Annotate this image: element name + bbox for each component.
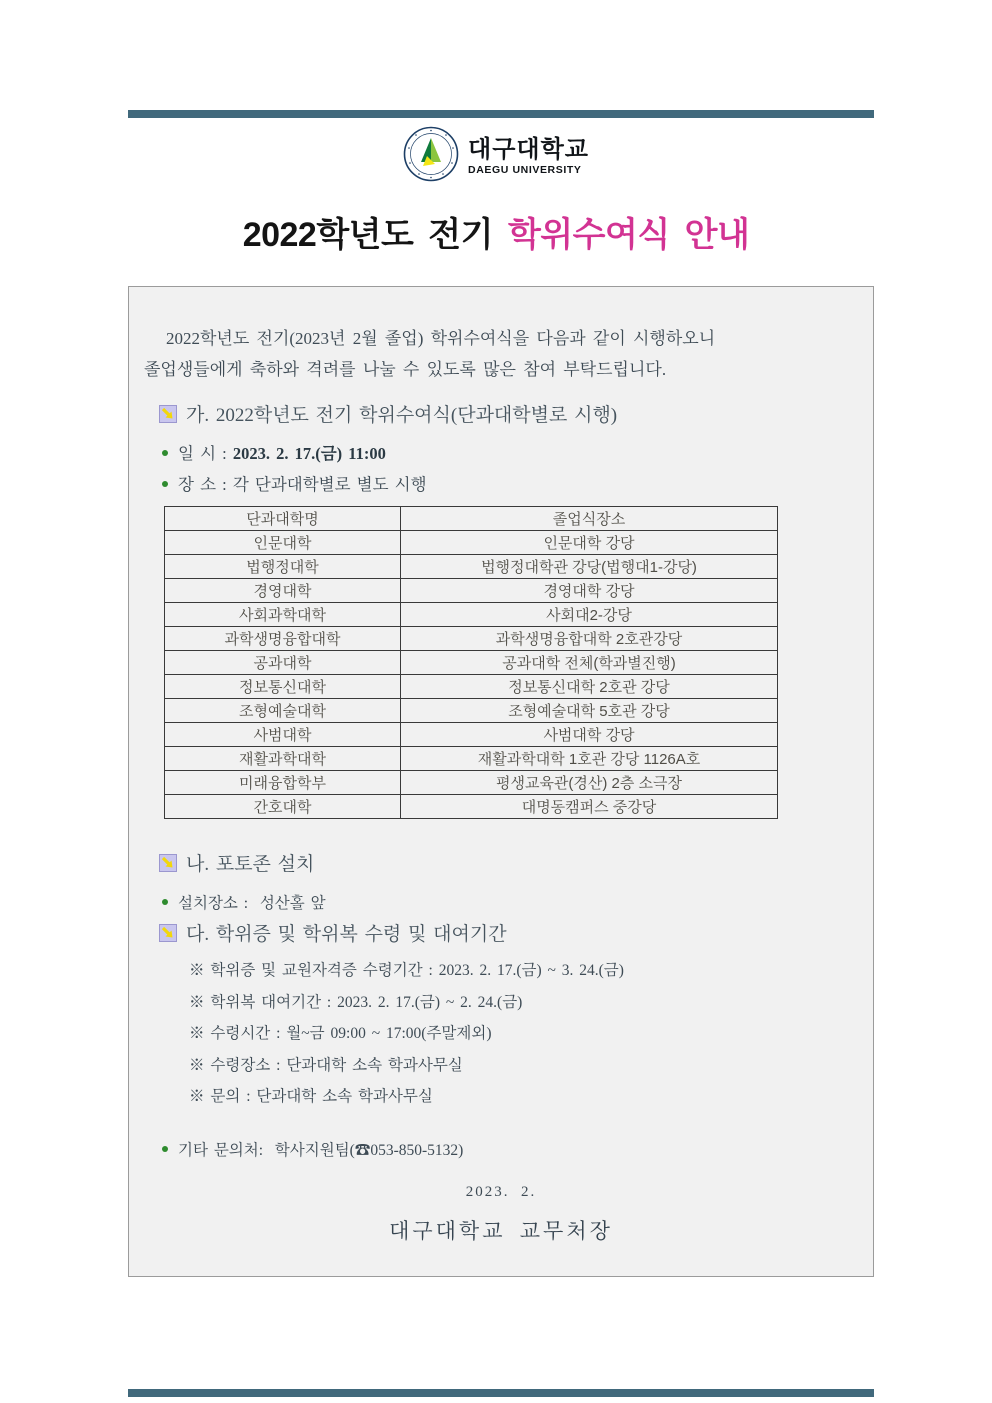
photozone-location-line xyxy=(162,891,326,913)
contact-text: 기타 문의처: 학사지원팀(☎053-850-5132) xyxy=(178,1142,464,1159)
event-place-label: 장 소 : xyxy=(178,475,233,494)
table-cell: 경영대학 xyxy=(165,579,401,603)
table-row xyxy=(165,579,778,603)
page-title-highlight: 학위수여식 안내 xyxy=(507,216,750,254)
bottom-accent-bar xyxy=(128,1389,874,1397)
table-row xyxy=(165,771,778,795)
note-item: ※ 수령장소 : 단과대학 소속 학과사무실 xyxy=(189,1056,463,1074)
arrow-down-right-icon xyxy=(159,924,177,942)
table-row xyxy=(165,555,778,579)
section-ga-title: 가. 2022학년도 전기 학위수여식(단과대학별로 시행) xyxy=(186,405,618,426)
table-header-venue: 졸업식장소 xyxy=(401,507,778,531)
section-da-heading xyxy=(159,919,507,946)
section-da-title: 다. 학위증 및 학위복 수령 및 대여기간 xyxy=(186,924,507,945)
venue-table xyxy=(164,506,778,819)
note-item: ※ 학위복 대여기간 : 2023. 2. 17.(금) ~ 2. 24.(금) xyxy=(189,993,523,1011)
table-cell: 인문대학 xyxy=(165,531,401,555)
table-row xyxy=(165,627,778,651)
table-cell: 재활과학대학 xyxy=(165,747,401,771)
signature: 대구대학교 교무처장 xyxy=(389,1219,613,1243)
intro-line-2: 졸업생들에게 축하와 격려를 나눌 수 있도록 많은 참여 부탁드립니다. xyxy=(144,360,667,379)
table-cell: 사회대2-강당 xyxy=(401,603,778,627)
table-row xyxy=(165,723,778,747)
table-cell: 경영대학 강당 xyxy=(401,579,778,603)
logo-english-name: DAEGU UNIVERSITY xyxy=(468,163,582,176)
arrow-down-right-icon xyxy=(159,854,177,872)
notes-list xyxy=(189,955,624,1113)
table-cell: 사회과학대학 xyxy=(165,603,401,627)
table-cell: 법행정대학 xyxy=(165,555,401,579)
page-title-prefix: 2022학년도 전기 xyxy=(242,216,508,254)
top-accent-bar xyxy=(128,110,874,118)
note-item: ※ 문의 : 단과대학 소속 학과사무실 xyxy=(189,1088,433,1105)
event-date-line xyxy=(162,440,386,464)
section-na-title: 나. 포토존 설치 xyxy=(186,854,315,875)
table-row xyxy=(165,699,778,723)
event-place-line xyxy=(162,471,427,495)
table-cell: 미래융합학부 xyxy=(165,771,401,795)
event-date-label: 일 시 : xyxy=(178,444,233,463)
table-cell: 조형예술대학 5호관 강당 xyxy=(401,699,778,723)
table-cell: 간호대학 xyxy=(165,795,401,819)
table-cell: 인문대학 강당 xyxy=(401,531,778,555)
table-cell: 정보통신대학 2호관 강당 xyxy=(401,675,778,699)
table-row xyxy=(165,675,778,699)
section-na-heading xyxy=(159,849,314,876)
note-item: ※ 수령시간 : 월~금 09:00 ~ 17:00(주말제외) xyxy=(189,1025,492,1042)
event-place-value: 각 단과대학별로 별도 시행 xyxy=(232,475,427,494)
table-header-college: 단과대학명 xyxy=(165,507,401,531)
table-cell: 공과대학 xyxy=(165,651,401,675)
table-cell: 과학생명융합대학 xyxy=(165,627,401,651)
table-row xyxy=(165,795,778,819)
intro-line-1: 2022학년도 전기(2023년 2월 졸업) 학위수여식을 다음과 같이 시행하오니 xyxy=(166,329,716,348)
table-cell: 대명동캠퍼스 중강당 xyxy=(401,795,778,819)
note-item: ※ 학위증 및 교원자격증 수령기간 : 2023. 2. 17.(금) ~ 3. 24.(금) xyxy=(189,962,624,979)
table-row xyxy=(165,531,778,555)
table-cell: 재활과학대학 1호관 강당 1126A호 xyxy=(401,747,778,771)
issue-date: 2023. 2. xyxy=(465,1184,537,1200)
table-cell: 평생교육관(경산) 2층 소극장 xyxy=(401,771,778,795)
table-cell: 정보통신대학 xyxy=(165,675,401,699)
bullet-dot xyxy=(162,450,168,456)
table-cell: 사범대학 xyxy=(165,723,401,747)
table-header-row xyxy=(165,507,778,531)
table-row xyxy=(165,603,778,627)
page-title xyxy=(0,207,992,256)
university-logo xyxy=(0,126,992,187)
table-cell: 과학생명융합대학 2호관강당 xyxy=(401,627,778,651)
table-row xyxy=(165,747,778,771)
notice-body xyxy=(128,286,874,1277)
table-cell: 법행정대학관 강당(법행대1-강당) xyxy=(401,555,778,579)
venue-table-body xyxy=(165,531,778,819)
university-seal-icon xyxy=(403,126,459,187)
bullet-dot xyxy=(162,481,168,487)
event-date-value: 2023. 2. 17.(금) 11:00 xyxy=(232,444,386,463)
intro-paragraph xyxy=(144,323,861,385)
contact-line xyxy=(162,1138,463,1160)
table-row xyxy=(165,651,778,675)
logo-korean-name: 대구대학교 xyxy=(468,136,589,164)
table-cell: 공과대학 전체(학과별진행) xyxy=(401,651,778,675)
arrow-down-right-icon xyxy=(159,405,177,423)
bullet-dot xyxy=(162,899,168,905)
table-cell: 사범대학 강당 xyxy=(401,723,778,747)
bullet-dot xyxy=(162,1146,168,1152)
photozone-location: 설치장소 : 성산홀 앞 xyxy=(178,895,326,912)
section-ga-heading xyxy=(159,400,617,427)
table-cell: 조형예술대학 xyxy=(165,699,401,723)
